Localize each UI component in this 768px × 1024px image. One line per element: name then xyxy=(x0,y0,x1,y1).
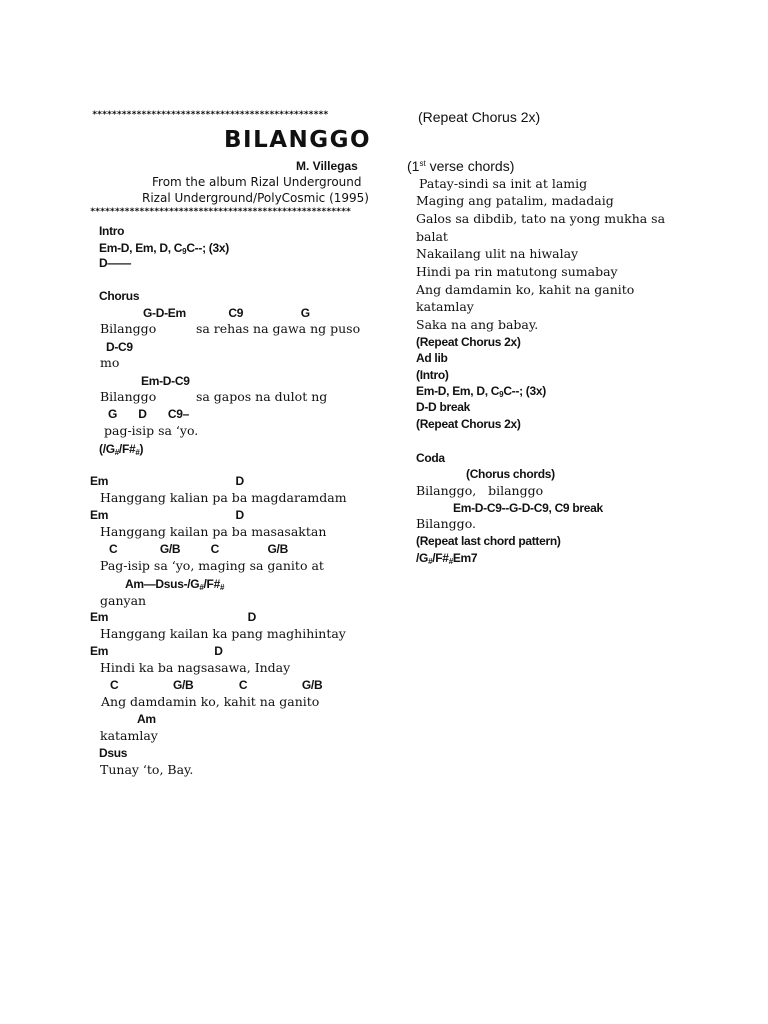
verse2-lyric-4: balat xyxy=(416,229,448,244)
verse-chords-8: Am xyxy=(137,712,156,726)
bottom-star-divider: ***************************************************** xyxy=(90,207,351,217)
verse-lyric-9: Tunay ‘to, Bay. xyxy=(100,762,194,777)
verse2-lyric-2: Maging ang patalim, madadaig xyxy=(416,193,614,208)
chorus-chords-1: G-D-Em C9 G xyxy=(143,306,310,320)
verse-chords-note: (1st verse chords) xyxy=(407,158,515,174)
repeat-chorus-2: (Repeat Chorus 2x) xyxy=(416,335,521,349)
verse-lyric-8: katamlay xyxy=(100,728,158,743)
verse2-lyric-9: Saka na ang babay. xyxy=(416,317,539,332)
adlib-label: Ad lib xyxy=(416,351,448,365)
repeat-chorus-note: (Repeat Chorus 2x) xyxy=(418,109,541,125)
verse-chords-9: Dsus xyxy=(99,746,128,760)
verse-lyric-5: Hanggang kailan ka pang maghihintay xyxy=(100,626,346,641)
repeat-chorus-3: (Repeat Chorus 2x) xyxy=(416,417,521,431)
intro-chords: Em-D, Em, D, $C_9C--$; (3x) xyxy=(99,241,229,256)
adlib-intro-chords: Em-D, Em, D, $C_9C--$; (3x) xyxy=(416,384,546,399)
verse2-lyric-5: Nakailang ulit na hiwalay xyxy=(416,246,579,261)
verse-chords-4: $Am—Dsus-/G_{\#}/F\#_{\#}$ xyxy=(125,577,225,592)
coda-lyric-1: Bilanggo, bilanggo xyxy=(416,483,544,498)
chorus-end-chords: $(/G_{\#}/F\#_{\#})$ xyxy=(99,442,144,457)
verse-chords-6: Em D xyxy=(90,644,223,658)
chorus-chords-3: Em-D-C9 xyxy=(141,374,190,388)
coda-chorus-chords: (Chorus chords) xyxy=(466,467,555,481)
intro-ref: (Intro) xyxy=(416,368,449,382)
coda-lyric-2: Bilanggo. xyxy=(416,516,476,531)
intro-end-chord: D—— xyxy=(99,256,131,270)
song-title: BILANGGO xyxy=(224,127,372,153)
verse2-lyric-6: Hindi pa rin matutong sumabay xyxy=(416,264,618,279)
coda-label: Coda xyxy=(416,451,445,465)
verse-lyric-4: ganyan xyxy=(100,593,147,608)
verse-chords-7: C G/B C G/B xyxy=(110,678,323,692)
chorus-lyric-1: Bilanggo sa rehas na gawa ng puso xyxy=(100,321,361,336)
top-star-divider: ************************************************ xyxy=(92,110,329,120)
verse-lyric-6: Hindi ka ba nagsasawa, Inday xyxy=(100,660,291,675)
verse2-lyric-7: Ang damdamin ko, kahit na ganito xyxy=(416,282,635,297)
verse-lyric-3: Pag-isip sa ‘yo, maging sa ganito at xyxy=(100,558,324,573)
verse2-lyric-1: Patay-sindi sa init at lamig xyxy=(419,176,588,191)
chorus-lyric-3: Bilanggo sa gapos na dulot ng xyxy=(100,389,328,404)
verse2-lyric-3: Galos sa dibdib, tato na yong mukha sa xyxy=(416,211,666,226)
final-chords: $/G_{\#}/F\#_{\#}Em7$ xyxy=(416,551,478,566)
verse-lyric-2: Hanggang kailan pa ba masasaktan xyxy=(100,524,327,539)
repeat-last-pattern: (Repeat last chord pattern) xyxy=(416,534,561,548)
chorus-lyric-2: mo xyxy=(100,355,120,370)
verse-chords-3: C G/B C G/B xyxy=(109,542,288,556)
chorus-chords-2: D-C9 xyxy=(106,340,133,354)
verse-chords-1: Em D xyxy=(90,474,244,488)
verse-chords-5: Em D xyxy=(90,610,257,624)
chorus-label: Chorus xyxy=(99,289,140,303)
chorus-chords-4: G D C9– xyxy=(108,407,189,421)
chorus-lyric-4: pag-isip sa ‘yo. xyxy=(104,423,199,438)
coda-chords: Em-D-C9--G-D-C9, C9 break xyxy=(453,501,603,515)
dd-break: D-D break xyxy=(416,400,470,414)
verse2-lyric-8: katamlay xyxy=(416,299,474,314)
album-line: From the album Rizal Underground xyxy=(152,175,362,189)
verse-chords-2: Em D xyxy=(90,508,244,522)
author: M. Villegas xyxy=(296,159,358,173)
label-line: Rizal Underground/PolyCosmic (1995) xyxy=(142,191,369,205)
verse-lyric-1: Hanggang kalian pa ba magdaramdam xyxy=(100,490,347,505)
verse-lyric-7: Ang damdamin ko, kahit na ganito xyxy=(101,694,320,709)
intro-label: Intro xyxy=(99,224,125,238)
